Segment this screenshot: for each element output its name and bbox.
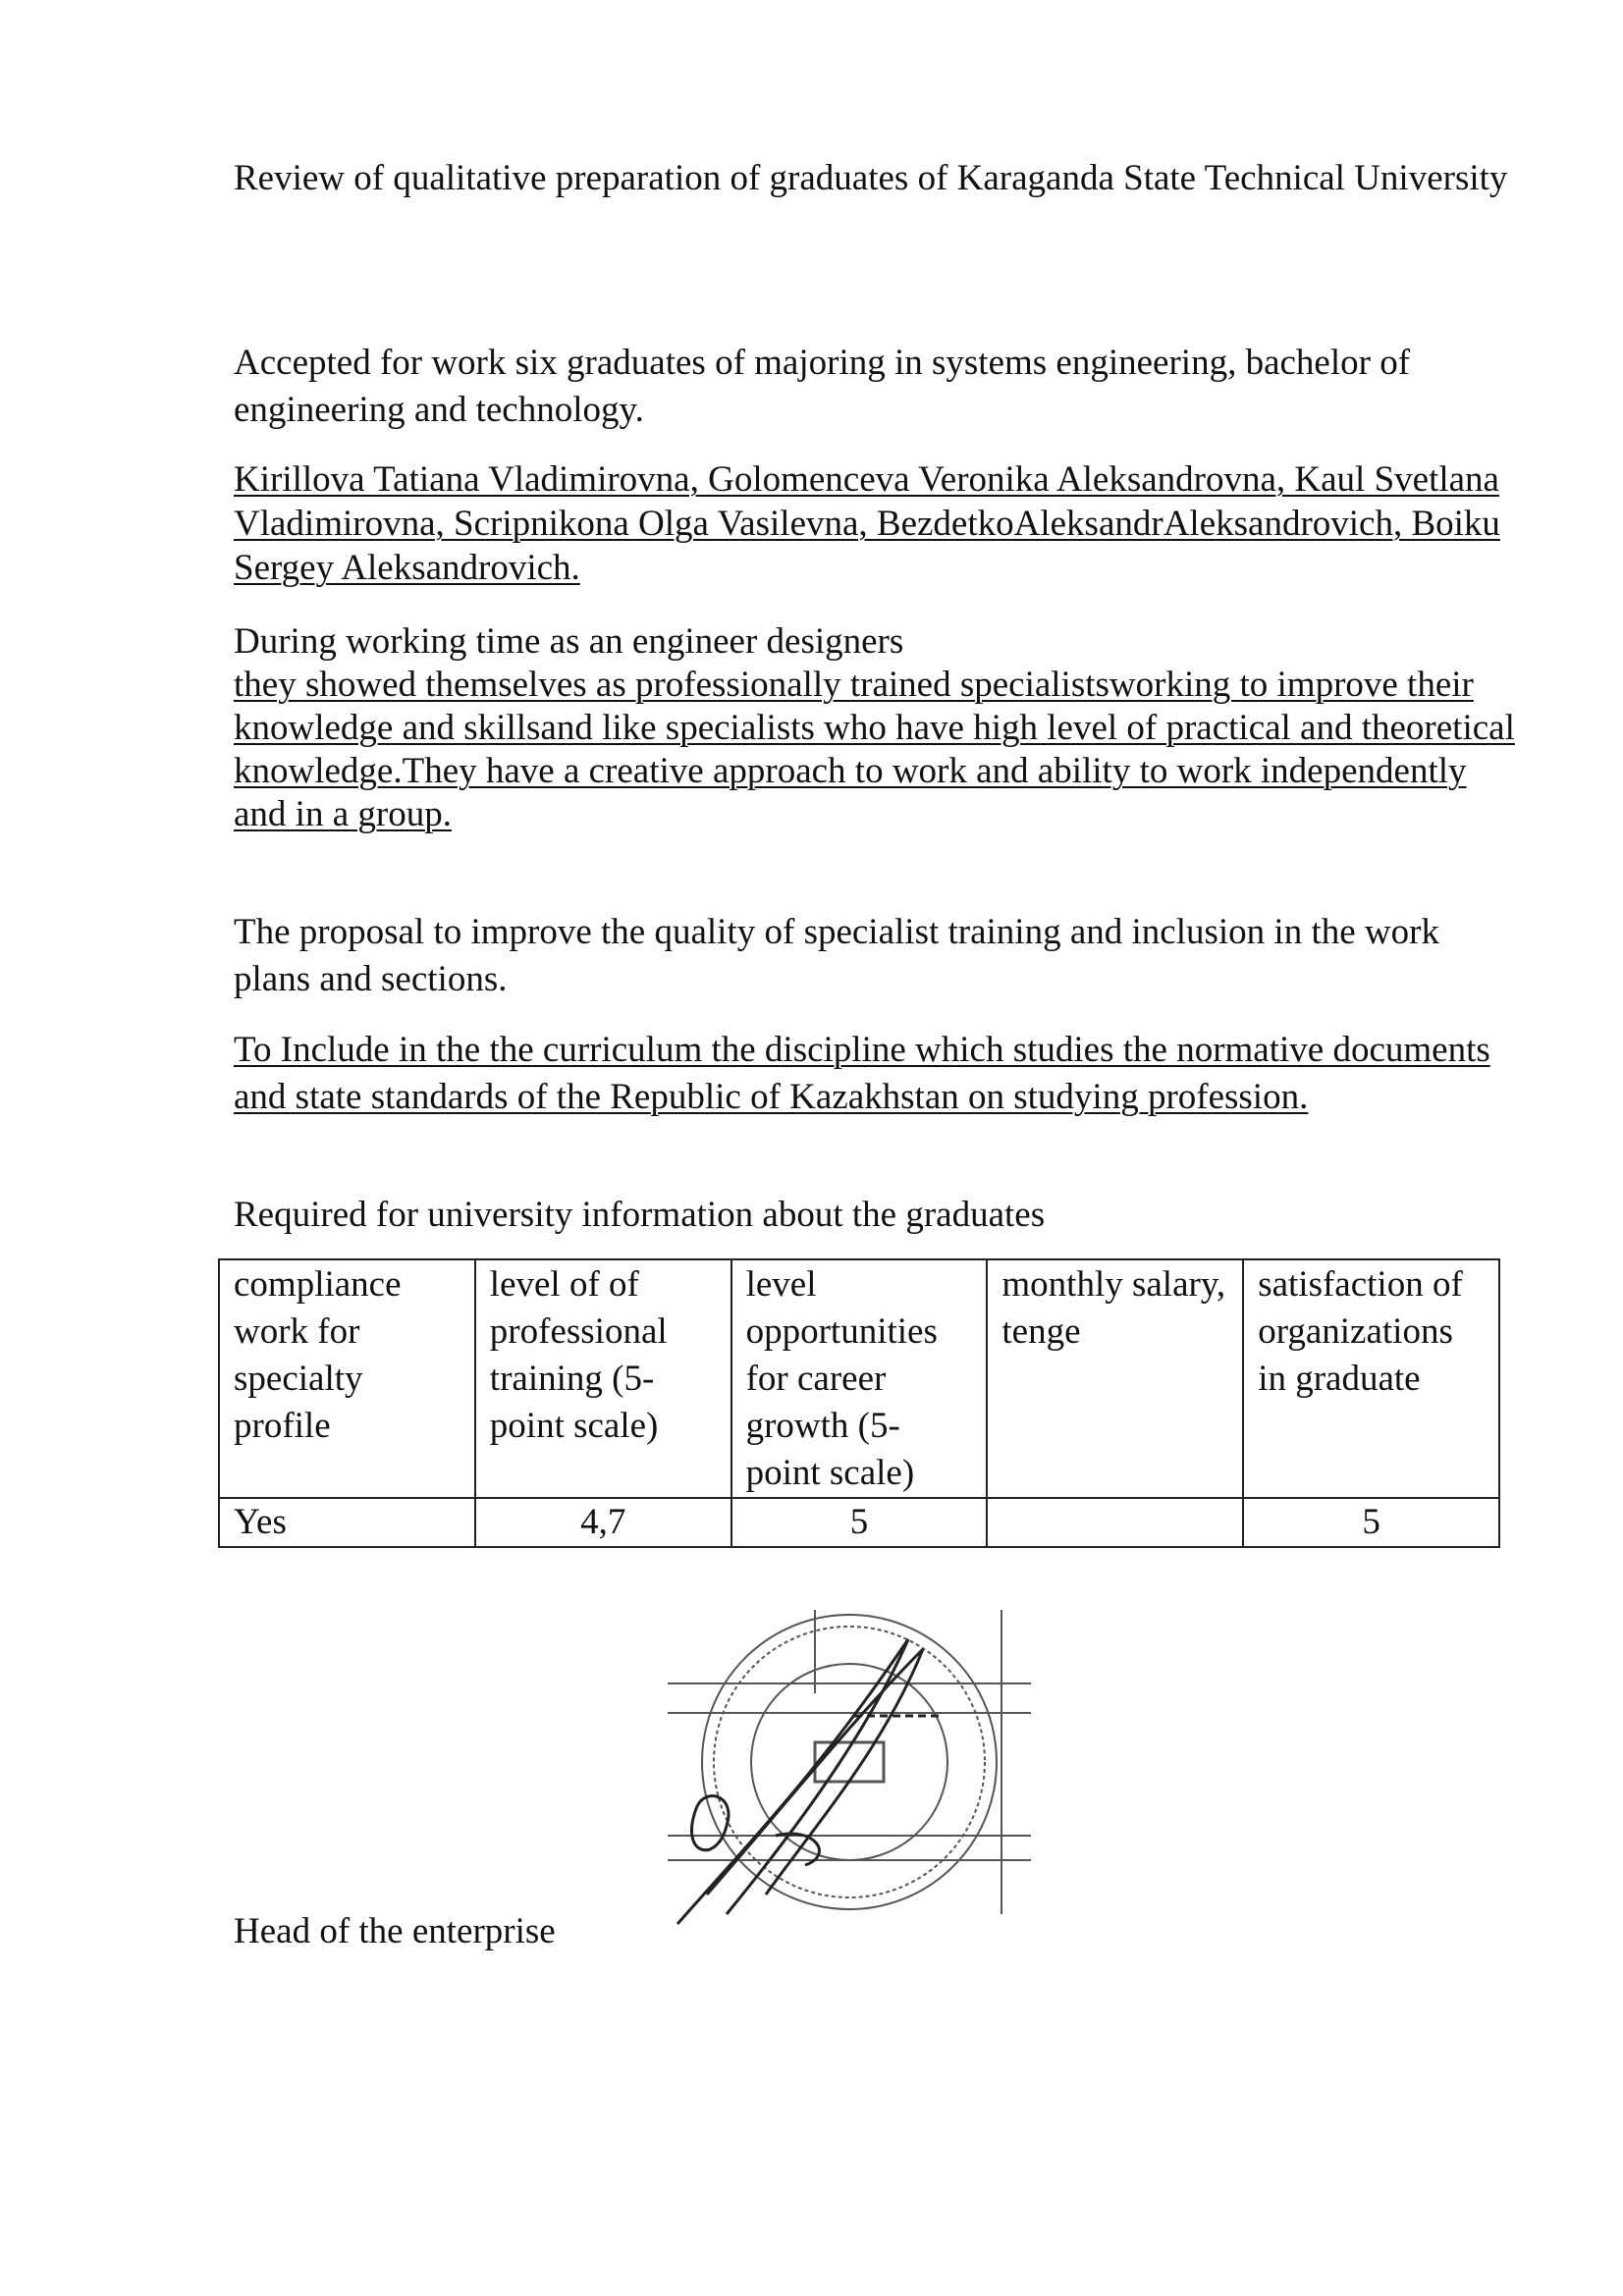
proposal-text: To Include in the the curriculum the discipline which studies the normative documents and state standards of the Republic of Kazakhstan on studying profession. [234, 1030, 1490, 1117]
table-header-row [219, 1259, 1499, 1498]
cell-career: 5 [731, 1498, 988, 1547]
graduate-info-table [218, 1258, 1500, 1548]
table-header-career: level opportunities for career growth (5-point scale) [731, 1259, 988, 1498]
stamp-and-signature-icon [668, 1600, 1031, 1934]
working-text: they showed themselves as professionally trained specialistsworking to improve their knowledge and skillsand like specialists who have high level of practical and theoretical knowledge.They have a creative approach to work and ability to work independently and in a group. [234, 665, 1515, 834]
cell-compliance: Yes [219, 1498, 475, 1547]
table-header-training: level of of professional training (5-point scale) [475, 1259, 731, 1498]
cell-salary [987, 1498, 1243, 1547]
table-header-satisfaction: satisfaction of organizations in graduate [1243, 1259, 1499, 1498]
proposal-intro: The proposal to improve the quality of specialist training and inclusion in the work plans and sections. [234, 912, 1439, 999]
table-header-compliance: compliance work for specialty profile [219, 1259, 475, 1498]
document-title: Review of qualitative preparation of graduates of Karaganda State Technical University [234, 158, 1508, 198]
cell-training: 4,7 [475, 1498, 731, 1547]
intro-paragraph: Accepted for work six graduates of majoring in systems engineering, bachelor of engineering and technology. [234, 343, 1411, 430]
stamp-seal-icon [668, 1610, 1031, 1914]
working-intro: During working time as an engineer designers [234, 621, 904, 662]
table-row [219, 1498, 1499, 1547]
graduate-names: Kirillova Tatiana Vladimirovna, Golomenceva Veronika Aleksandrovna, Kaul Svetlana Vladimirovna, Scripnikona Olga Vasilevna, BezdetkoAleksandrAleksandrovich, Boiku Sergey Aleksandrovich. [234, 459, 1500, 588]
signature-icon [677, 1639, 943, 1924]
table-header-salary: monthly salary, tenge [987, 1259, 1243, 1498]
signature-label: Head of the enterprise [234, 1911, 556, 1951]
cell-satisfaction: 5 [1243, 1498, 1499, 1547]
required-label: Required for university information about the graduates [234, 1195, 1046, 1235]
